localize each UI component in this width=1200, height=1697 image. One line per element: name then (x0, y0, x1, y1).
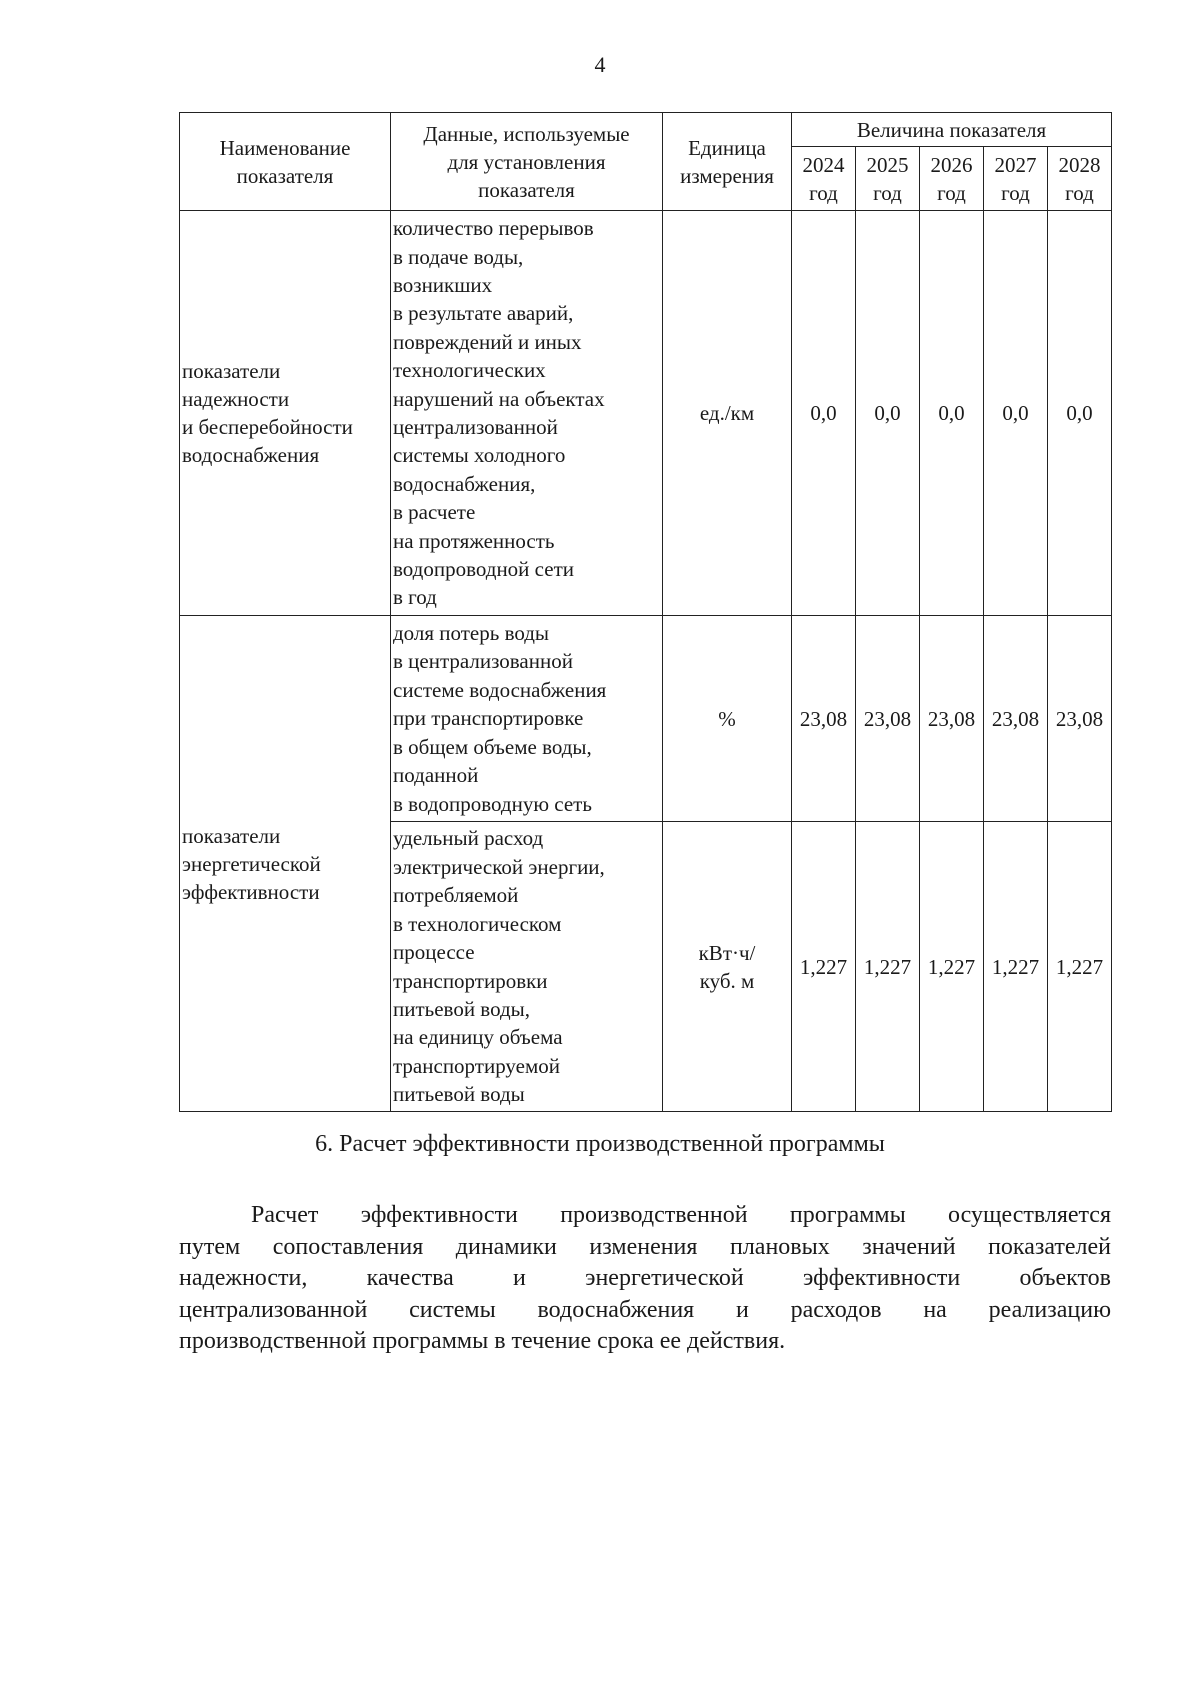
section-paragraph (179, 1200, 1111, 1358)
row-value-2026: 23,08 (920, 616, 984, 822)
indicators-table (179, 112, 1112, 1112)
header-year-2024: 2024 год (792, 147, 856, 211)
row-value-2025: 23,08 (856, 616, 920, 822)
row-data-description: доля потерь воды в централизованной системе водоснабжения при транспортировке в общем объеме воды, поданной в водопроводную сеть (391, 616, 663, 822)
row-value-2024: 0,0 (792, 211, 856, 616)
header-year-2025: 2025 год (856, 147, 920, 211)
header-year-2028: 2028 год (1048, 147, 1112, 211)
row-unit: кВт·ч/ куб. м (663, 822, 792, 1112)
row-unit: ед./км (663, 211, 792, 616)
row-value-2026: 1,227 (920, 822, 984, 1112)
page-number: 4 (594, 52, 606, 77)
row-value-2028: 23,08 (1048, 616, 1112, 822)
table-row (180, 616, 1112, 822)
row-value-2027: 1,227 (984, 822, 1048, 1112)
header-value: Величина показателя (792, 113, 1112, 147)
row-value-2024: 23,08 (792, 616, 856, 822)
row-data-description: удельный расход электрической энергии, потребляемой в технологическом процессе транспортировки питьевой воды, на единицу объема транспортируемой питьевой воды (391, 822, 663, 1112)
header-data-used: Данные, используемые для установления показателя (391, 113, 663, 211)
row-value-2025: 0,0 (856, 211, 920, 616)
row-value-2028: 1,227 (1048, 822, 1112, 1112)
row-data-description: количество перерывов в подаче воды, возникших в результате аварий, повреждений и иных технологических нарушений на объектах централизованной системы холодного водоснабжения, в расчете на протяженность водопроводной сети в год (391, 211, 663, 616)
header-year-2027: 2027 год (984, 147, 1048, 211)
row-value-2027: 0,0 (984, 211, 1048, 616)
paragraph-line: централизованной системы водоснабжения и расходов на реализацию (179, 1296, 1111, 1323)
paragraph-line: надежности, качества и энергетической эффективности объектов (179, 1265, 1111, 1291)
row-value-2025: 1,227 (856, 822, 920, 1112)
row-value-2026: 0,0 (920, 211, 984, 616)
row-value-2027: 23,08 (984, 616, 1048, 822)
row-value-2028: 0,0 (1048, 211, 1112, 616)
row-indicator-name: показатели надежности и бесперебойности водоснабжения (180, 211, 391, 616)
header-unit: Единица измерения (663, 113, 792, 211)
row-unit: % (663, 616, 792, 822)
table-row (180, 211, 1112, 616)
paragraph-line: путем сопоставления динамики изменения плановых значений показателей (179, 1233, 1111, 1260)
paragraph-line: производственной программы в течение срока ее действия. (179, 1328, 786, 1354)
header-year-2026: 2026 год (920, 147, 984, 211)
row-indicator-name: показатели энергетической эффективности (180, 616, 391, 1112)
paragraph-line: Расчет эффективности производственной программы осуществляется (251, 1202, 1111, 1228)
header-indicator-name: Наименование показателя (180, 113, 391, 211)
row-value-2024: 1,227 (792, 822, 856, 1112)
section-title: 6. Расчет эффективности производственной программы (315, 1131, 885, 1157)
